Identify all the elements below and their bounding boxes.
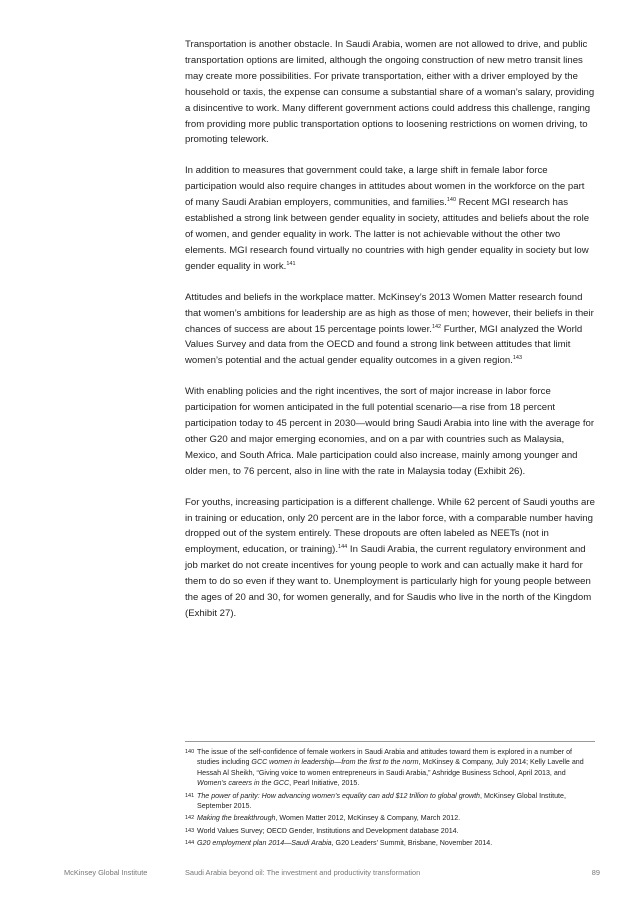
text-segment: , Women Matter 2012, McKinsey & Company, March 2012. (275, 814, 461, 823)
footnote-divider (185, 741, 595, 742)
italic-title: The power of parity: How advancing women’s equality can add $12 trillion to global growth (197, 791, 480, 800)
text-segment: , McKinsey & Company, July 2014; Kelly Lavelle and Hessah Al Sheikh, “Giving voice to women entrepreneurs in Saudi Arabia,” Ashridge Business School, April 2013, and (197, 758, 584, 777)
paragraph (185, 290, 595, 370)
footnote-reference: 143 (512, 355, 523, 362)
footer-publisher: McKinsey Global Institute (64, 868, 148, 877)
text-segment: With enabling policies and the right incentives, the sort of major increase in labor force participation for women anticipated in the full potential scenario—a rise from 18 percent participation today to 45 percent in 2030—would bring Saudi Arabia into line with the average for other G20 and major emerging economies, and on a par with countries such as Malaysia, Mexico, and South Africa. Male participation could also increase, mainly among younger and older men, to 76 percent, also in line with the rate in Malaysia today (Exhibit 26). (185, 386, 595, 477)
footnote (185, 826, 595, 836)
text-segment: , Pearl Initiative, 2015. (289, 779, 360, 788)
footnote-text (197, 813, 595, 823)
text-segment: World Values Survey; OECD Gender, Institutions and Development database 2014. (197, 826, 459, 835)
footnote-text (197, 826, 595, 836)
footnote-reference: 144 (338, 544, 348, 551)
footnote-reference: 142 (431, 323, 442, 330)
italic-title: G20 employment plan 2014—Saudi Arabia (197, 839, 332, 848)
body-text (185, 37, 595, 637)
paragraph (185, 163, 595, 274)
text-segment: Transportation is another obstacle. In Saudi Arabia, women are not allowed to drive, and public transportation options are limited, although the ongoing construction of new metro transit lines may create more possibilities. For private transportation, either with a driver employed by the household or taxis, the expense can consume a substantial share of a woman’s salary, providing a disincentive to work. Many different government actions could address this challenge, ranging from providing more public transportation options to loosening restrictions on women driving, to promoting telework. (185, 39, 595, 146)
footnote-number: 143 (185, 827, 195, 834)
footnotes (185, 747, 595, 851)
footnote (185, 813, 595, 823)
footnote-reference: 141 (286, 260, 296, 267)
footnote-text (197, 747, 595, 789)
paragraph (185, 37, 595, 148)
text-segment: In Saudi Arabia, the current regulatory environment and job market do not create incentives for young people to work and can actually make it hard for them to do so even if they want to. Unemployment is particularly high for young people between the ages of 20 and 30, for women generally, and for Saudis who live in the north of the Kingdom (Exhibit 27). (185, 544, 592, 619)
footnote (185, 747, 595, 789)
footnote-text (197, 791, 595, 812)
text-segment: For youths, increasing participation is a different challenge. While 62 percent of Saudi youths are in training or education, only 20 percent are in the labor force, with a comparable number having dropped out of the system entirely. These dropouts are often labeled as NEETs (not in employment, education, or training). (185, 496, 595, 556)
footnote-reference: 140 (446, 197, 457, 204)
footnote (185, 791, 595, 812)
text-segment: , McKinsey Global Institute, September 2015. (197, 791, 566, 811)
footnote-number: 140 (185, 749, 195, 755)
page-number: 89 (591, 868, 600, 877)
footnote (185, 838, 595, 848)
footer-report-title: Saudi Arabia beyond oil: The investment and productivity transformation (185, 868, 421, 877)
paragraph (185, 384, 595, 479)
paragraph (185, 495, 595, 622)
text-segment: Recent MGI research has established a strong link between gender equality in society, attitudes and beliefs about the role of women, and gender equality in work. The latter is not achievable without the other two elements. MGI research found virtually no countries with high gender equality in society but low gender equality in work. (185, 197, 590, 272)
text-segment: The issue of the self-confidence of female workers in Saudi Arabia and attitudes toward them is explored in a number of studies including (197, 748, 572, 767)
text-segment: Attitudes and beliefs in the workplace matter. McKinsey’s 2013 Women Matter research found that women’s ambitions for leadership are as high as those of men; however, their beliefs in their chances of success are about 15 percentage points lower. (185, 291, 594, 335)
text-segment: In addition to measures that government could take, a large shift in female labor force participation would also require changes in attitudes about women in the workforce on the part of many Saudi Arabian employers, communities, and families. (185, 165, 585, 209)
footnote-number: 142 (185, 815, 195, 822)
footnote-number: 144 (185, 840, 195, 847)
italic-title: GCC women in leadership—from the first to the norm (251, 758, 419, 767)
footnote-text (197, 838, 595, 848)
italic-title: Women’s careers in the GCC (197, 779, 290, 788)
footnote-number: 141 (185, 792, 195, 799)
italic-title: Making the breakthrough (197, 814, 276, 823)
text-segment: Further, MGI analyzed the World Values Survey and data from the OECD and found a strong link between attitudes that limit women’s potential and the actual gender equality outcomes in a given region. (185, 323, 583, 367)
text-segment: , G20 Leaders’ Summit, Brisbane, November 2014. (331, 839, 493, 848)
